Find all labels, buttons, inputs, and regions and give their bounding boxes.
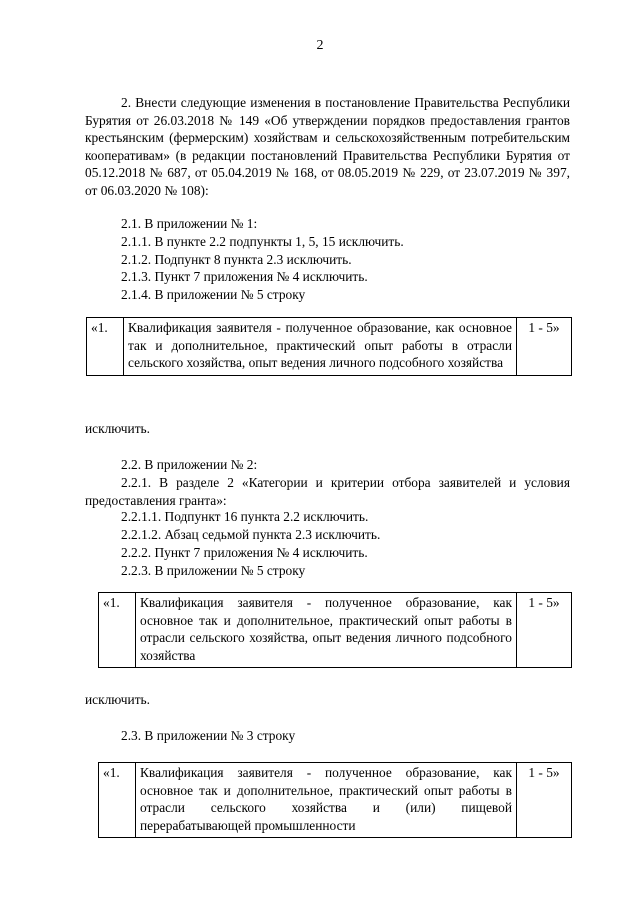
item-2-2-1-1: 2.2.1.1. Подпункт 16 пункта 2.2 исключить. — [121, 509, 369, 524]
table-row — [99, 763, 572, 838]
row-number: «1. — [99, 593, 136, 668]
criteria-text: Квалификация заявителя - полученное образование, как основное так и дополнительное, практический опыт работы в отрасли сельского хозяйства, опыт ведения личного подсобного хозяйства — [136, 593, 517, 668]
item-2-1-2: 2.1.2. Подпункт 8 пункта 2.3 исключить. — [121, 252, 352, 267]
exclude-text-2: исключить. — [85, 692, 150, 707]
criteria-table-3 — [98, 762, 572, 838]
criteria-table-2 — [98, 592, 572, 668]
item-2-1-4: 2.1.4. В приложении № 5 строку — [121, 287, 306, 302]
row-number: «1. — [99, 763, 136, 838]
item-2-2-3: 2.2.3. В приложении № 5 строку — [121, 563, 306, 578]
table-row — [87, 318, 572, 376]
item-2-1-1: 2.1.1. В пункте 2.2 подпункты 1, 5, 15 исключить. — [121, 234, 404, 249]
score-range: 1 - 5» — [517, 763, 572, 838]
item-2-1: 2.1. В приложении № 1: — [121, 216, 258, 231]
criteria-text: Квалификация заявителя - полученное образование, как основное так и дополнительное, практический опыт работы в отрасли сельского хозяйства и (или) пищевой перерабатывающей промышленности — [136, 763, 517, 838]
item-2-2: 2.2. В приложении № 2: — [121, 457, 258, 472]
item-2-2-1-2: 2.2.1.2. Абзац седьмой пункта 2.3 исключить. — [121, 527, 381, 542]
item-2-2-2: 2.2.2. Пункт 7 приложения № 4 исключить. — [121, 545, 368, 560]
score-range: 1 - 5» — [517, 593, 572, 668]
item-2-3: 2.3. В приложении № 3 строку — [121, 728, 296, 743]
table-row — [99, 593, 572, 668]
intro-paragraph: 2. Внести следующие изменения в постановление Правительства Республики Бурятия от 26.03.2018 № 149 «Об утверждении порядков предоставления грантов крестьянским (фермерским) хозяйствам и сельскохозяйственным потребительским кооперативам» (в редакции постановлений Правительства Республики Бурятия от 05.12.2018 № 687, от 05.04.2019 № 168, от 08.05.2019 № 229, от 23.07.2019 № 397, от 06.03.2020 № 108): — [85, 95, 570, 198]
criteria-table-1 — [86, 317, 572, 376]
criteria-text: Квалификация заявителя - полученное образование, как основное так и дополнительное, практический опыт работы в отрасли сельского хозяйства, опыт ведения личного подсобного хозяйства — [124, 318, 517, 376]
score-range: 1 - 5» — [517, 318, 572, 376]
item-2-2-1: 2.2.1. В разделе 2 «Категории и критерии отбора заявителей и условия предоставления гранта»: — [85, 475, 570, 508]
exclude-text-1: исключить. — [85, 421, 150, 436]
row-number: «1. — [87, 318, 124, 376]
item-2-1-3: 2.1.3. Пункт 7 приложения № 4 исключить. — [121, 269, 368, 284]
page-number: 2 — [316, 38, 324, 53]
